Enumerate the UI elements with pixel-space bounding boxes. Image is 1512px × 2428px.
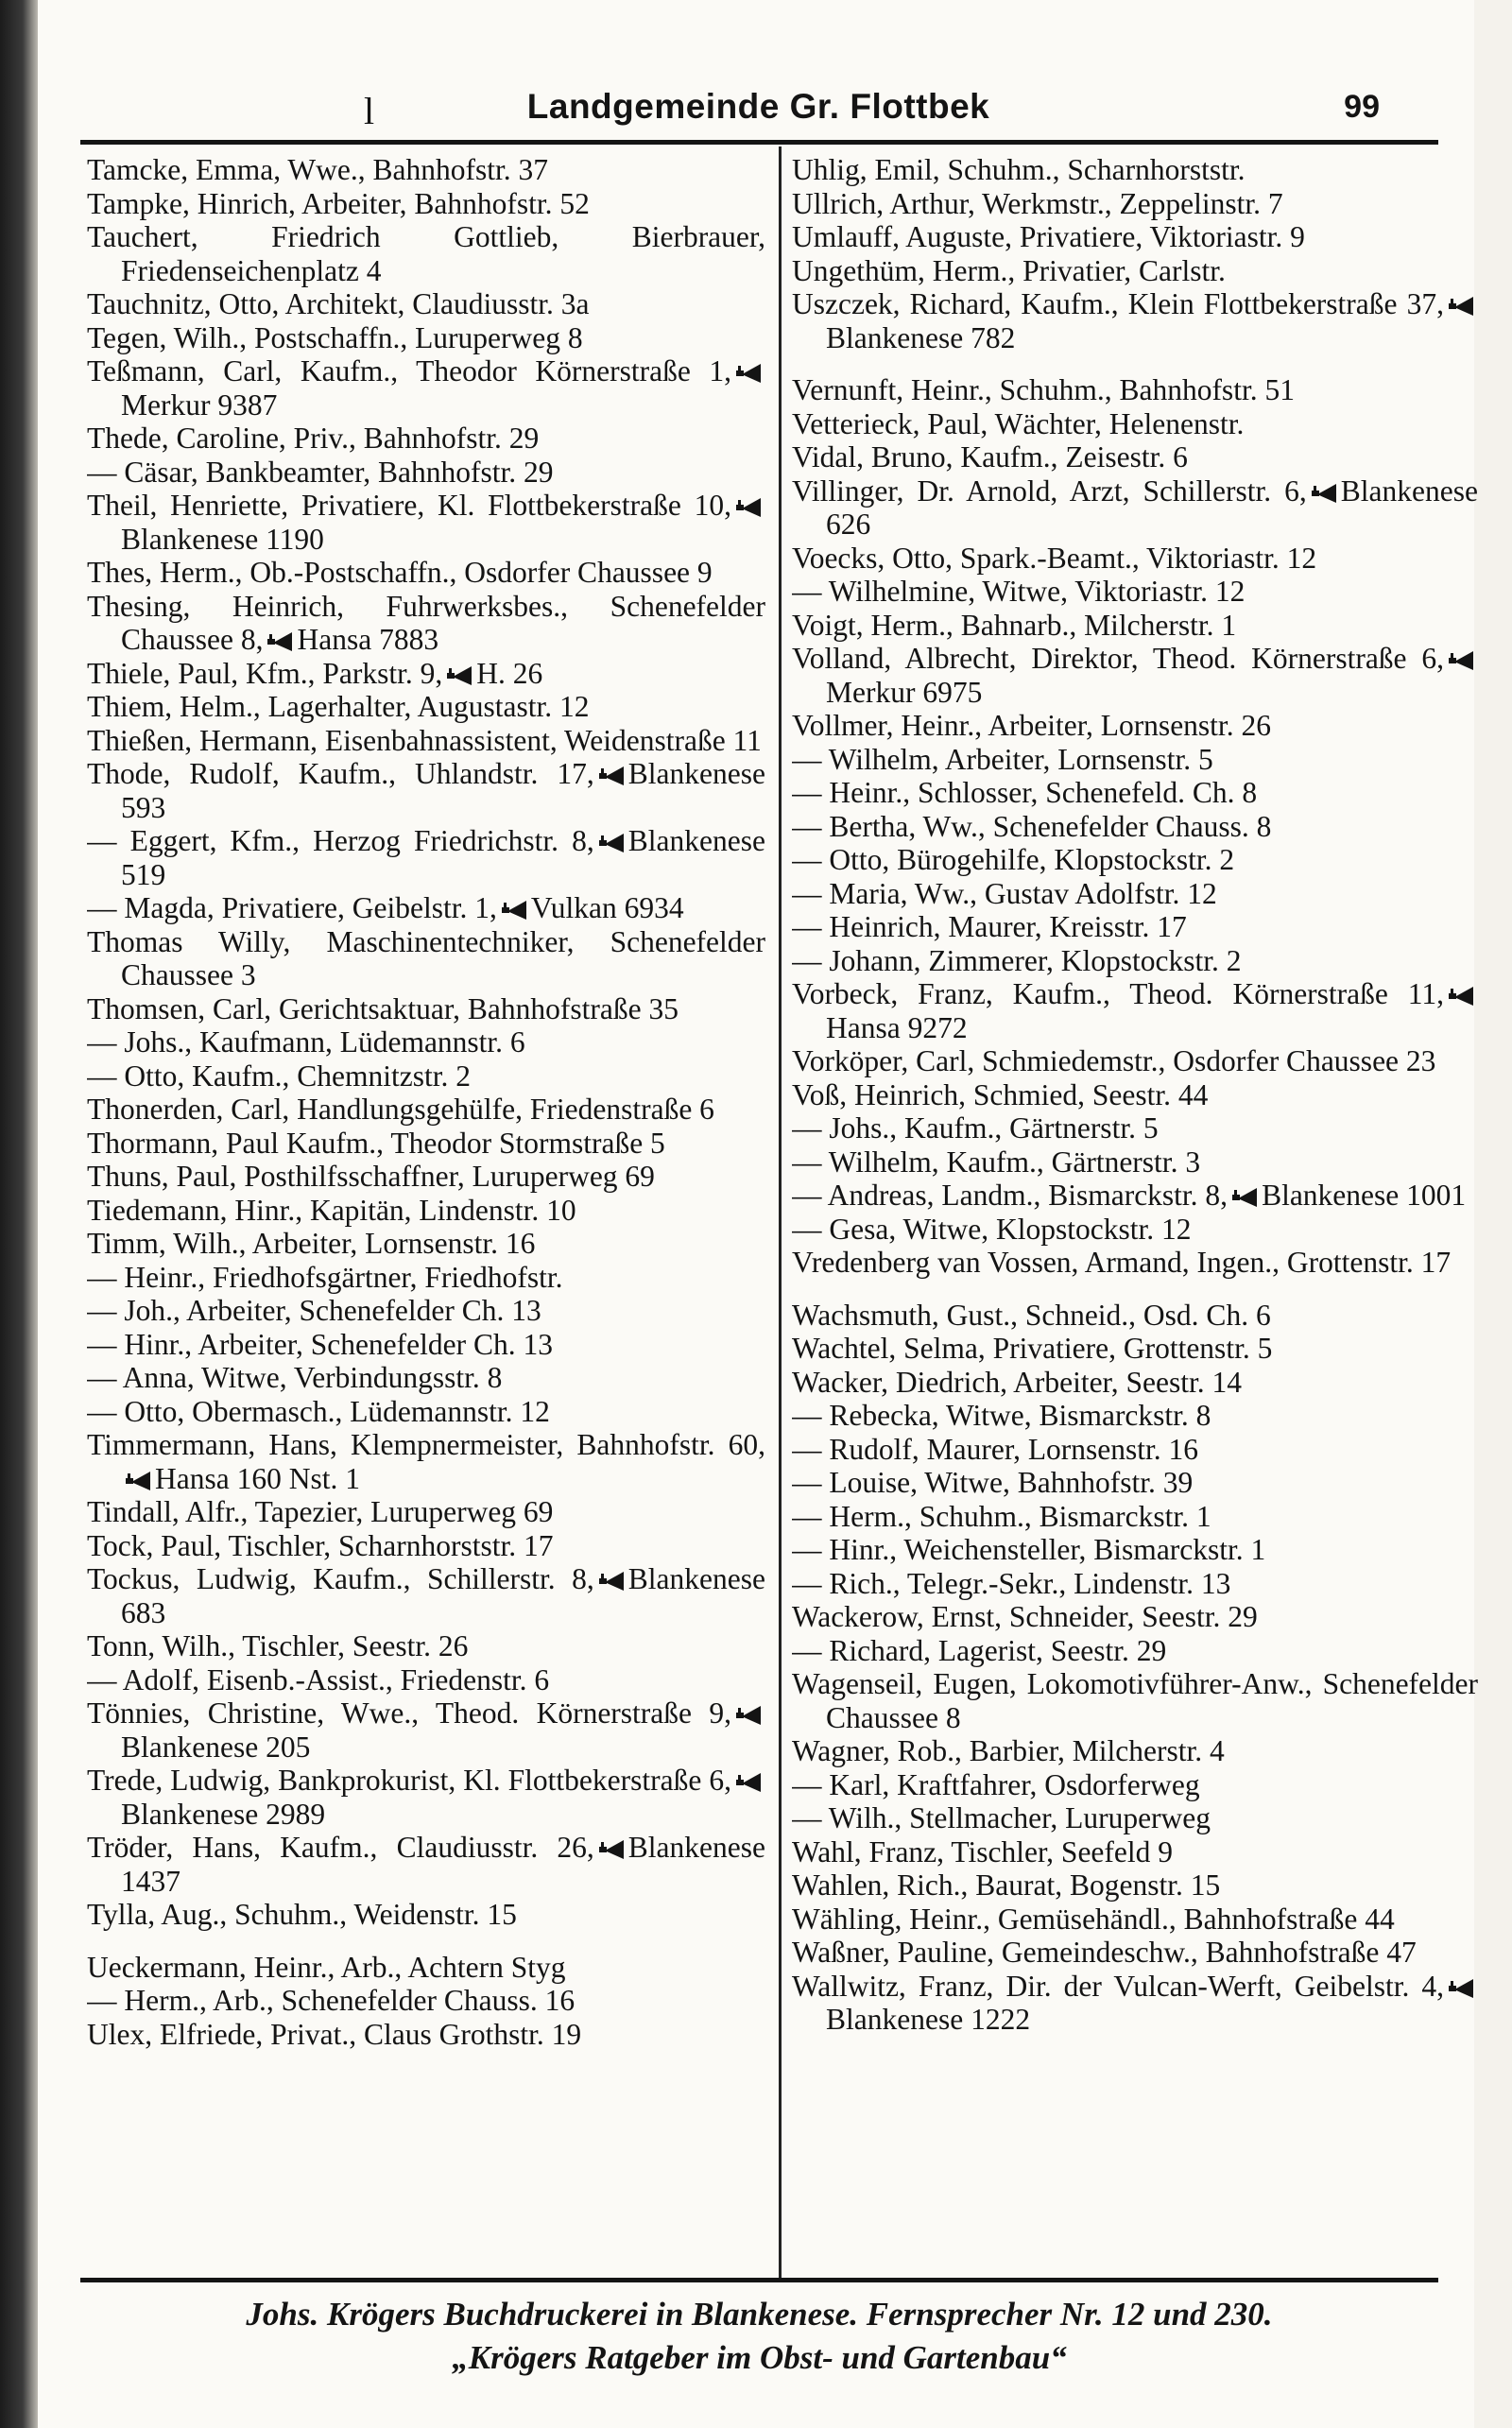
entry-text: — Wilh., Stellmacher, Luruperweg	[792, 1801, 1211, 1834]
entry-text: Wackerow, Ernst, Schneider, Seestr. 29	[792, 1600, 1258, 1633]
entry-text: Thonerden, Carl, Handlungsgehülfe, Friedenstraße 6	[87, 1093, 714, 1126]
entry-text: — Gesa, Witwe, Klopstockstr. 12	[792, 1212, 1192, 1246]
directory-entry	[792, 810, 1478, 844]
entry-text: Tröder, Hans, Kaufm., Claudiusstr. 26,	[87, 1831, 594, 1864]
entry-text: — Andreas, Landm., Bismarckstr. 8,	[792, 1179, 1228, 1212]
directory-entry	[792, 977, 1478, 1044]
entry-text: Wagenseil, Eugen, Lokomotivführer-Anw., Schenefelder Chaussee 8	[792, 1667, 1478, 1734]
directory-entry	[87, 1764, 765, 1831]
phone-number: Merkur 9387	[121, 387, 278, 422]
directory-entry	[792, 743, 1478, 777]
directory-entry	[87, 757, 765, 824]
directory-entry	[792, 1078, 1478, 1112]
phone-number: Blankenese 593	[121, 757, 765, 824]
entry-text: Wagner, Rob., Barbier, Milcherstr. 4	[792, 1734, 1225, 1767]
entry-text: — Herm., Schuhm., Bismarckstr. 1	[792, 1499, 1211, 1533]
entry-text: Thiem, Helm., Lagerhalter, Augustastr. 12	[87, 690, 590, 723]
entry-text: Thesing, Heinrich, Fuhrwerksbes., Schenefelder Chaussee 8,	[87, 589, 765, 656]
entry-text: Ulex, Elfriede, Privat., Claus Grothstr. 19	[87, 2017, 582, 2051]
directory-entry	[87, 1696, 765, 1764]
directory-entry	[87, 220, 765, 287]
entry-text: Uhlig, Emil, Schuhm., Scharnhorststr.	[792, 153, 1246, 186]
directory-entry	[792, 187, 1478, 221]
directory-entry	[792, 1835, 1478, 1869]
entry-text: Uszczek, Richard, Kaufm., Klein Flottbekerstraße 37,	[792, 287, 1444, 320]
scan-edge-shadow	[0, 0, 38, 2428]
directory-entry	[87, 456, 765, 490]
directory-entry	[87, 1562, 765, 1629]
directory-entry	[87, 1898, 765, 1932]
entry-text: — Louise, Witwe, Bahnhofstr. 39	[792, 1466, 1194, 1499]
directory-entry	[792, 1213, 1478, 1247]
directory-entry	[87, 1093, 765, 1127]
entry-text: — Hinr., Arbeiter, Schenefelder Ch. 13	[87, 1327, 553, 1361]
phone-number: Blankenese 1222	[826, 2003, 1031, 2036]
directory-entry	[792, 642, 1478, 709]
directory-entry	[792, 287, 1478, 354]
directory-entry	[87, 153, 765, 187]
entry-text: — Wilhelmine, Witwe, Viktoriastr. 12	[792, 575, 1246, 608]
entry-text: — Wilhelm, Kaufm., Gärtnerstr. 3	[792, 1145, 1201, 1179]
directory-entry	[792, 877, 1478, 911]
entry-text: Waßner, Pauline, Gemeindeschw., Bahnhofstraße 47	[792, 1936, 1417, 1969]
entry-text: — Rebecka, Witwe, Bismarckstr. 8	[792, 1399, 1211, 1432]
directory-entry	[87, 992, 765, 1026]
directory-entry	[792, 1466, 1478, 1500]
entry-text: Tamcke, Emma, Wwe., Bahnhofstr. 37	[87, 153, 548, 186]
entry-text: Tockus, Ludwig, Kaufm., Schillerstr. 8,	[87, 1562, 594, 1595]
telephone-icon	[598, 1838, 625, 1859]
directory-entry	[87, 422, 765, 456]
entry-text: — Maria, Ww., Gustav Adolfstr. 12	[792, 876, 1217, 910]
entry-text: — Herm., Arb., Schenefelder Chauss. 16	[87, 1984, 576, 2017]
directory-entry	[792, 1332, 1478, 1366]
entry-text: Timm, Wilh., Arbeiter, Lornsenstr. 16	[87, 1227, 536, 1260]
entry-text: Thießen, Hermann, Eisenbahnassistent, Weidenstraße 11	[87, 723, 762, 757]
header-rule	[80, 140, 1438, 145]
directory-entry	[792, 1868, 1478, 1903]
entry-text: — Anna, Witwe, Verbindungsstr. 8	[87, 1361, 503, 1394]
entry-text: Theil, Henriette, Privatiere, Kl. Flottbekerstraße 10,	[87, 489, 731, 522]
phone-number: H. 26	[476, 656, 543, 690]
directory-entry	[87, 1529, 765, 1563]
entry-text: Tonn, Wilh., Tischler, Seestr. 26	[87, 1629, 469, 1662]
entry-text: Vredenberg van Vossen, Armand, Ingen., Grottenstr. 17	[792, 1246, 1452, 1279]
footer-rule	[80, 2278, 1438, 2282]
telephone-icon	[1231, 1186, 1258, 1207]
entry-text: Trede, Ludwig, Bankprokurist, Kl. Flottbekerstraße 6,	[87, 1764, 731, 1797]
entry-text: Wähling, Heinr., Gemüsehändl., Bahnhofstraße 44	[792, 1902, 1395, 1936]
telephone-icon	[1311, 482, 1337, 503]
directory-entry	[792, 1399, 1478, 1433]
entry-text: — Johann, Zimmerer, Klopstockstr. 2	[792, 943, 1242, 977]
directory-entry	[87, 489, 765, 556]
directory-entry	[87, 590, 765, 657]
directory-entry	[87, 354, 765, 422]
entry-text: Thomsen, Carl, Gerichtsaktuar, Bahnhofstraße 35	[87, 991, 679, 1025]
directory-entry	[87, 1127, 765, 1161]
directory-entry	[792, 1533, 1478, 1567]
telephone-icon	[1448, 295, 1474, 316]
entry-text: — Bertha, Ww., Schenefelder Chauss. 8	[792, 809, 1272, 843]
entry-text: — Eggert, Kfm., Herzog Friedrichstr. 8,	[87, 824, 594, 857]
directory-entry	[792, 254, 1478, 288]
phone-number: Merkur 6975	[826, 675, 983, 709]
entry-text: Wahlen, Rich., Baurat, Bogenstr. 15	[792, 1868, 1221, 1902]
entry-text: — Wilhelm, Arbeiter, Lornsenstr. 5	[792, 742, 1213, 776]
entry-text: — Otto, Obermasch., Lüdemannstr. 12	[87, 1394, 550, 1428]
telephone-icon	[598, 832, 625, 852]
phone-number: Blankenese 782	[826, 320, 1016, 354]
directory-entry	[792, 709, 1478, 743]
entry-text: Vetterieck, Paul, Wächter, Helenenstr.	[792, 406, 1245, 440]
directory-entry	[792, 1634, 1478, 1668]
entry-text: — Magda, Privatiere, Geibelstr. 1,	[87, 891, 497, 924]
entry-text: Tampke, Hinrich, Arbeiter, Bahnhofstr. 52	[87, 186, 590, 220]
directory-entry	[87, 1194, 765, 1228]
entry-text: Wacker, Diedrich, Arbeiter, Seestr. 14	[792, 1365, 1243, 1399]
entry-text: Tock, Paul, Tischler, Scharnhorststr. 17	[87, 1528, 554, 1562]
telephone-icon	[501, 899, 527, 920]
directory-entry	[792, 575, 1478, 609]
printer-footer	[80, 2293, 1438, 2380]
telephone-icon	[598, 1570, 625, 1591]
directory-entry	[87, 1227, 765, 1261]
entry-text: — Johs., Kaufm., Gärtnerstr. 5	[792, 1111, 1159, 1145]
entry-text: Voigt, Herm., Bahnarb., Milcherstr. 1	[792, 608, 1237, 642]
directory-entry	[87, 657, 765, 691]
phone-number: Blankenese 683	[121, 1562, 765, 1629]
phone-number: Blankenese 519	[121, 824, 765, 891]
directory-entry	[792, 1433, 1478, 1467]
directory-entry	[792, 1970, 1478, 2037]
page-title: Landgemeinde Gr. Flottbek	[526, 87, 990, 126]
entry-text: Wachsmuth, Gust., Schneid., Osd. Ch. 6	[792, 1298, 1271, 1332]
directory-entry	[87, 187, 765, 221]
telephone-icon	[1448, 985, 1474, 1006]
entry-text: — Adolf, Eisenb.-Assist., Friedenstr. 6	[87, 1662, 550, 1696]
telephone-icon	[266, 630, 293, 651]
entry-text: — Cäsar, Bankbeamter, Bahnhofstr. 29	[87, 455, 554, 489]
entry-text: — Johs., Kaufmann, Lüdemannstr. 6	[87, 1025, 525, 1059]
directory-entry	[792, 910, 1478, 944]
entry-text: Thuns, Paul, Posthilfsschaffner, Luruperweg 69	[87, 1160, 655, 1193]
directory-entry	[792, 1734, 1478, 1768]
directory-entry	[792, 1500, 1478, 1534]
phone-number: Hansa 160 Nst. 1	[155, 1461, 360, 1495]
telephone-icon	[1448, 1977, 1474, 1998]
directory-entry	[87, 1629, 765, 1663]
directory-entry	[87, 1294, 765, 1328]
entry-text: — Rudolf, Maurer, Lornsenstr. 16	[792, 1432, 1199, 1466]
entry-text: Wachtel, Selma, Privatiere, Grottenstr. 5	[792, 1332, 1273, 1365]
directory-entry	[792, 609, 1478, 643]
telephone-icon	[598, 765, 625, 785]
entry-text: Tauchnitz, Otto, Architekt, Claudiusstr. 3a	[87, 287, 590, 320]
entry-text: — Karl, Kraftfahrer, Osdorferweg	[792, 1767, 1200, 1801]
entry-text: Wallwitz, Franz, Dir. der Vulcan-Werft, Geibelstr. 4,	[792, 1969, 1444, 2003]
directory-entry	[87, 1428, 765, 1495]
directory-entry	[792, 1111, 1478, 1145]
directory-entry	[792, 542, 1478, 576]
entry-text: — Joh., Arbeiter, Schenefelder Ch. 13	[87, 1294, 541, 1327]
entry-text: Vidal, Bruno, Kaufm., Zeisestr. 6	[792, 440, 1188, 474]
entry-text: Vorbeck, Franz, Kaufm., Theod. Körnerstraße 11,	[792, 977, 1444, 1010]
entry-text: — Heinr., Schlosser, Schenefeld. Ch. 8	[792, 776, 1258, 809]
telephone-icon	[1448, 649, 1474, 670]
directory-entry	[792, 776, 1478, 810]
entry-text: Vollmer, Heinr., Arbeiter, Lornsenstr. 26	[792, 709, 1271, 742]
page-header	[80, 83, 1436, 132]
phone-number: Blankenese 1190	[121, 522, 324, 556]
left-column	[87, 153, 765, 2275]
entry-text: Thes, Herm., Ob.-Postschaffn., Osdorfer Chaussee 9	[87, 556, 713, 589]
entry-text: — Heinrich, Maurer, Kreisstr. 17	[792, 910, 1187, 943]
directory-entry	[87, 1025, 765, 1059]
directory-entry	[87, 891, 765, 925]
telephone-icon	[735, 1771, 762, 1792]
entry-text: Volland, Albrecht, Direktor, Theod. Körnerstraße 6,	[792, 642, 1444, 675]
entry-text: Tönnies, Christine, Wwe., Theod. Körnerstraße 9,	[87, 1696, 731, 1730]
directory-entry	[87, 1059, 765, 1093]
entry-text: Voecks, Otto, Spark.-Beamt., Viktoriastr. 12	[792, 541, 1317, 575]
telephone-icon	[125, 1470, 151, 1490]
footer-line-2: „Krögers Ratgeber im Obst- und Gartenbau“	[452, 2339, 1067, 2376]
phone-number: Blankenese 205	[121, 1730, 311, 1764]
directory-entry	[87, 690, 765, 724]
directory-entry	[792, 153, 1478, 187]
directory-entry	[792, 1366, 1478, 1400]
directory-entry	[87, 724, 765, 758]
phone-number: Blankenese 626	[826, 474, 1478, 541]
entry-text: Thomas Willy, Maschinentechniker, Schenefelder Chaussee 3	[87, 924, 765, 991]
footer-line-1: Johs. Krögers Buchdruckerei in Blankenese. Fernsprecher Nr. 12 und 230.	[246, 2296, 1273, 2333]
directory-entry	[87, 1831, 765, 1898]
directory-entry	[792, 373, 1478, 407]
directory-entry	[792, 407, 1478, 441]
entry-text: Ungethüm, Herm., Privatier, Carlstr.	[792, 253, 1226, 287]
column-divider	[779, 146, 782, 2278]
directory-entry	[792, 1179, 1478, 1213]
directory-entry	[87, 1395, 765, 1429]
directory-entry	[87, 1984, 765, 2018]
directory-page	[38, 0, 1478, 2428]
entry-text: Voß, Heinrich, Schmied, Seestr. 44	[792, 1077, 1209, 1111]
phone-number: Vulkan 6934	[530, 891, 684, 924]
entry-text: Umlauff, Auguste, Privatiere, Viktoriastr. 9	[792, 220, 1305, 253]
directory-entry	[87, 1361, 765, 1395]
entry-text: Tegen, Wilh., Postschaffn., Luruperweg 8	[87, 320, 583, 354]
directory-entry	[87, 925, 765, 992]
entry-text: Thormann, Paul Kaufm., Theodor Stormstraße 5	[87, 1126, 665, 1160]
directory-entry	[792, 944, 1478, 978]
entry-text: Tiedemann, Hinr., Kapitän, Lindenstr. 10	[87, 1193, 576, 1227]
directory-entry	[792, 1567, 1478, 1601]
telephone-icon	[735, 362, 762, 383]
phone-number: Blankenese 1437	[121, 1831, 765, 1898]
phone-number: Hansa 7883	[297, 623, 439, 656]
entry-text: Tylla, Aug., Schuhm., Weidenstr. 15	[87, 1898, 517, 1931]
directory-entry	[87, 1261, 765, 1295]
entry-text: — Heinr., Friedhofsgärtner, Friedhofstr.	[87, 1260, 563, 1294]
directory-entry	[792, 220, 1478, 254]
directory-entry	[792, 1801, 1478, 1835]
phone-number: Hansa 9272	[826, 1010, 968, 1044]
entry-text: Teßmann, Carl, Kaufm., Theodor Körnerstraße 1,	[87, 354, 731, 387]
entry-text: Ueckermann, Heinr., Arb., Achtern Styg	[87, 1950, 566, 1984]
directory-entry	[792, 1044, 1478, 1078]
entry-text: — Rich., Telegr.-Sekr., Lindenstr. 13	[792, 1566, 1231, 1600]
entry-text: Tindall, Alfr., Tapezier, Luruperweg 69	[87, 1495, 554, 1528]
phone-number: Blankenese 1001	[1262, 1179, 1467, 1212]
entry-text: — Hinr., Weichensteller, Bismarckstr. 1	[792, 1533, 1266, 1566]
telephone-icon	[735, 1704, 762, 1725]
directory-entry	[792, 1768, 1478, 1802]
directory-entry	[792, 1903, 1478, 1937]
directory-entry	[792, 474, 1478, 542]
entry-text: Ullrich, Arthur, Werkmstr., Zeppelinstr. 7	[792, 186, 1283, 220]
directory-entry	[792, 1246, 1478, 1280]
directory-entry	[792, 1600, 1478, 1634]
right-column	[792, 153, 1478, 2275]
directory-entry	[87, 1328, 765, 1362]
entry-text: — Richard, Lagerist, Seestr. 29	[792, 1633, 1167, 1667]
directory-entry	[87, 1663, 765, 1697]
entry-text: Tauchert, Friedrich Gottlieb, Bierbrauer, Friedenseichenplatz 4	[87, 220, 765, 287]
header-mark: l	[364, 90, 375, 132]
entry-text: Vernunft, Heinr., Schuhm., Bahnhofstr. 51	[792, 373, 1295, 406]
phone-number: Blankenese 2989	[121, 1797, 326, 1831]
telephone-icon	[446, 664, 472, 685]
directory-entry	[792, 1299, 1478, 1333]
entry-text: Thede, Caroline, Priv., Bahnhofstr. 29	[87, 422, 540, 455]
entry-text: Thiele, Paul, Kfm., Parkstr. 9,	[87, 656, 443, 690]
entry-text: Vorköper, Carl, Schmiedemstr., Osdorfer Chaussee 23	[792, 1044, 1436, 1077]
directory-entry	[87, 1951, 765, 1985]
directory-entry	[87, 1160, 765, 1194]
telephone-icon	[735, 496, 762, 517]
page-number: 99	[1344, 89, 1380, 125]
directory-entry	[792, 1145, 1478, 1180]
directory-entry	[87, 321, 765, 355]
directory-entry	[87, 2018, 765, 2052]
directory-entry	[87, 824, 765, 891]
directory-entry	[792, 843, 1478, 877]
entry-text: Thode, Rudolf, Kaufm., Uhlandstr. 17,	[87, 757, 594, 790]
directory-entry	[87, 556, 765, 590]
entry-text: Timmermann, Hans, Klempnermeister, Bahnhofstr. 60,	[87, 1428, 765, 1461]
directory-entry	[792, 440, 1478, 474]
directory-entry	[792, 1667, 1478, 1734]
directory-entry	[87, 287, 765, 321]
entry-text: Wahl, Franz, Tischler, Seefeld 9	[792, 1834, 1174, 1868]
directory-entry	[87, 1495, 765, 1529]
entry-text: — Otto, Bürogehilfe, Klopstockstr. 2	[792, 843, 1235, 876]
directory-entry	[792, 1936, 1478, 1970]
entry-text: Villinger, Dr. Arnold, Arzt, Schillerstr. 6,	[792, 474, 1307, 508]
entry-text: — Otto, Kaufm., Chemnitzstr. 2	[87, 1059, 471, 1093]
